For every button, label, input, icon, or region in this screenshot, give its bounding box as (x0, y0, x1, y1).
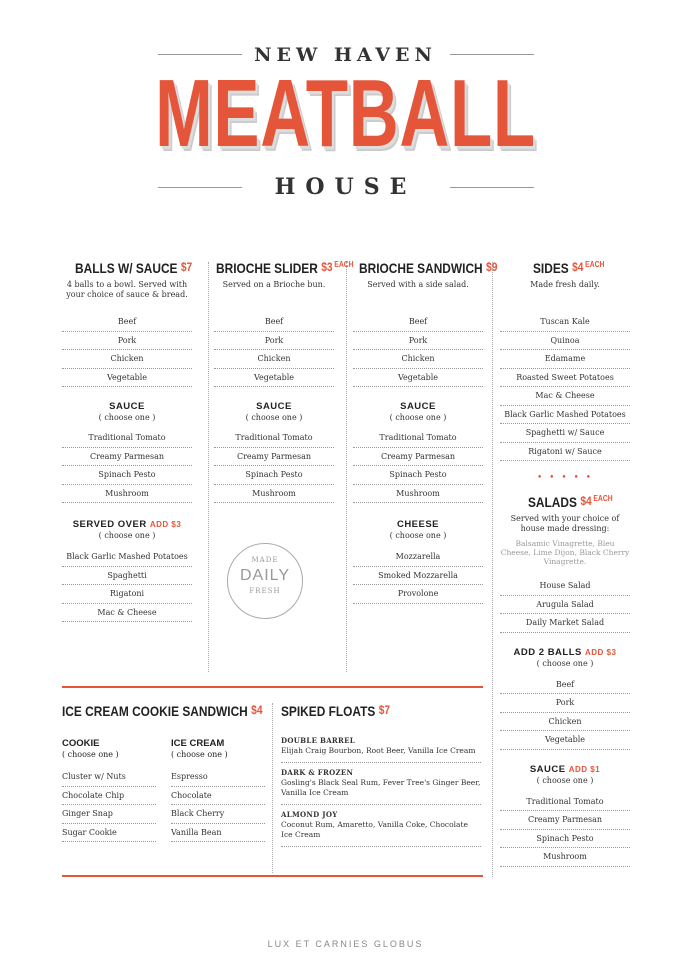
float-item (281, 805, 481, 847)
float-desc: Coconut Rum, Amaretto, Vanilla Coke, Chocolate Ice Cream (281, 820, 468, 839)
list-item: Black Cherry (171, 805, 265, 824)
divider-2 (346, 262, 347, 672)
add-balls-price: ADD $3 (585, 647, 617, 657)
list-item: Ginger Snap (62, 805, 156, 824)
list-item: Traditional Tomato (62, 429, 192, 448)
header-main-title: MEATBALL (155, 60, 536, 167)
salad-sauce-add: ADD $1 (568, 764, 601, 774)
sides-section (500, 260, 630, 867)
list-item: Provolone (353, 585, 483, 604)
list-item: Rigatoni (62, 585, 192, 604)
list-item: Spinach Pesto (353, 466, 483, 485)
salad-sauce-choose: ( choose one ) (536, 775, 594, 785)
red-rule-top (62, 686, 483, 688)
made-daily-fresh-stamp (227, 543, 303, 619)
list-item: Traditional Tomato (214, 429, 334, 448)
cookie-sandwich-section (62, 703, 262, 719)
list-item: Spinach Pesto (214, 466, 334, 485)
salads-dressings: Balsamic Vinagrette, Bleu Cheese, Lime Dijon, Black Cherry Vinagrette. (500, 539, 630, 566)
sides-dots: • • • • • (537, 473, 593, 483)
float-item (281, 763, 481, 805)
sides-title: SIDES $4 $^{EACH}$ (533, 260, 605, 276)
sandwich-desc: Served with a side salad. (367, 280, 469, 289)
list-item: Traditional Tomato (500, 793, 630, 812)
list-item: Creamy Parmesan (500, 811, 630, 830)
list-item: Rigatoni w/ Sauce (500, 443, 630, 462)
sandwich-cheese-choose: ( choose one ) (389, 531, 447, 540)
divider-1 (208, 262, 209, 672)
list-item: Mozzarella (353, 548, 483, 567)
sandwich-sauce-choose: ( choose one ) (389, 413, 447, 422)
list-item: Beef (500, 676, 630, 695)
cookie-sub-title: COOKIE (62, 738, 100, 749)
list-item: Spaghetti (62, 567, 192, 586)
icecream-sub-title: ICE CREAM (171, 738, 225, 749)
stamp-top: MADE (251, 556, 279, 564)
list-item: House Salad (500, 577, 630, 596)
sandwich-sauce-title: SAUCE (400, 401, 436, 412)
divider-4 (272, 703, 273, 873)
balls-over-choose: ( choose one ) (98, 531, 156, 540)
list-item: Cluster w/ Nuts (62, 768, 156, 787)
list-item: Pork (353, 332, 483, 351)
list-item: Spinach Pesto (62, 466, 192, 485)
list-item: Spinach Pesto (500, 830, 630, 849)
slider-desc: Served on a Brioche bun. (222, 280, 326, 289)
sandwich-title: BRIOCHE SANDWICH $9 (359, 260, 498, 276)
divider-3 (492, 262, 493, 877)
list-item: Beef (214, 313, 334, 332)
list-item: Black Garlic Mashed Potatoes (500, 406, 630, 425)
list-item: Mushroom (214, 485, 334, 504)
float-name: DOUBLE BARREL (281, 736, 356, 745)
list-item: Mac & Cheese (500, 387, 630, 406)
list-item: Creamy Parmesan (353, 448, 483, 467)
list-item: Mac & Cheese (62, 604, 192, 623)
cookie-choose: ( choose one ) (62, 750, 119, 759)
list-item: Creamy Parmesan (62, 448, 192, 467)
sandwich-cheese-title: CHEESE (396, 519, 440, 530)
list-item: Chicken (62, 350, 192, 369)
list-item: Vegetable (214, 369, 334, 388)
list-item: Spaghetti w/ Sauce (500, 424, 630, 443)
list-item: Traditional Tomato (353, 429, 483, 448)
list-item: Vegetable (62, 369, 192, 388)
list-item: Quinoa (500, 332, 630, 351)
add-balls-title: ADD 2 BALLS (513, 646, 582, 658)
float-desc: Gosling's Black Seal Rum, Fever Tree's Ginger Beer, Vanilla Ice Cream (281, 778, 481, 797)
list-item: Beef (353, 313, 483, 332)
float-desc: Elijah Craig Bourbon, Root Beer, Vanilla Ice Cream (281, 746, 476, 755)
slider-section (214, 260, 354, 503)
list-item: Mushroom (62, 485, 192, 504)
list-item: Pork (62, 332, 192, 351)
list-item: Chicken (353, 350, 483, 369)
list-item: Black Garlic Mashed Potatoes (62, 548, 192, 567)
cookie-title: ICE CREAM COOKIE SANDWICH $4 (62, 703, 263, 719)
list-item: Vegetable (353, 369, 483, 388)
list-item: Mushroom (353, 485, 483, 504)
list-item: Pork (500, 694, 630, 713)
balls-section (62, 260, 192, 622)
balls-sauce-choose: ( choose one ) (98, 413, 156, 422)
list-item: Chocolate (171, 787, 265, 806)
slider-sauce-title: SAUCE (256, 401, 292, 412)
list-item: Chicken (214, 350, 334, 369)
list-item: Sugar Cookie (62, 824, 156, 843)
icecream-choose: ( choose one ) (171, 750, 228, 759)
add-balls-choose: ( choose one ) (536, 658, 594, 668)
sandwich-section (353, 260, 498, 604)
slider-sauce-choose: ( choose one ) (245, 413, 303, 422)
float-item (281, 731, 481, 763)
list-item: Vanilla Bean (171, 824, 265, 843)
list-item: Creamy Parmesan (214, 448, 334, 467)
salads-desc: Served with your choice of house made dressing: (510, 514, 620, 533)
balls-desc: 4 balls to a bowl. Served with your choice of sauce & bread. (66, 280, 188, 299)
header-top: NEW HAVEN (254, 44, 437, 66)
sides-desc: Made fresh daily. (530, 280, 600, 289)
footer-motto: LUX ET CARNIES GLOBUS (267, 939, 424, 949)
stamp-mid: DAILY (239, 567, 291, 584)
list-item: Arugula Salad (500, 596, 630, 615)
icecream-choices (171, 738, 265, 842)
list-item: Smoked Mozzarella (353, 567, 483, 586)
balls-over-title: SERVED OVER (72, 519, 147, 530)
stamp-bot: FRESH (249, 587, 281, 595)
balls-sauce-title: SAUCE (109, 401, 145, 412)
float-name: DARK & FROZEN (281, 768, 354, 777)
salads-title: SALADS $4 $^{EACH}$ (528, 494, 613, 510)
slider-title: BRIOCHE SLIDER $3 $^{EACH}$ (216, 260, 354, 276)
list-item: Espresso (171, 768, 265, 787)
list-item: Vegetable (500, 731, 630, 750)
list-item: Daily Market Salad (500, 614, 630, 633)
balls-over-add: ADD $3 (149, 520, 182, 529)
salad-sauce-title: SAUCE (529, 763, 566, 775)
list-item: Roasted Sweet Potatoes (500, 369, 630, 388)
list-item: Beef (62, 313, 192, 332)
list-item: Chocolate Chip (62, 787, 156, 806)
floats-title: SPIKED FLOATS $7 (281, 703, 391, 719)
balls-title: BALLS W/ SAUCE $7 (75, 260, 193, 276)
cookie-choices (62, 738, 156, 842)
list-item: Mushroom (500, 848, 630, 867)
header-bottom: HOUSE (274, 174, 417, 200)
float-name: ALMOND JOY (281, 810, 338, 819)
list-item: Tuscan Kale (500, 313, 630, 332)
list-item: Edamame (500, 350, 630, 369)
red-rule-bottom (62, 875, 483, 877)
list-item: Chicken (500, 713, 630, 732)
list-item: Pork (214, 332, 334, 351)
floats-section (281, 703, 481, 847)
